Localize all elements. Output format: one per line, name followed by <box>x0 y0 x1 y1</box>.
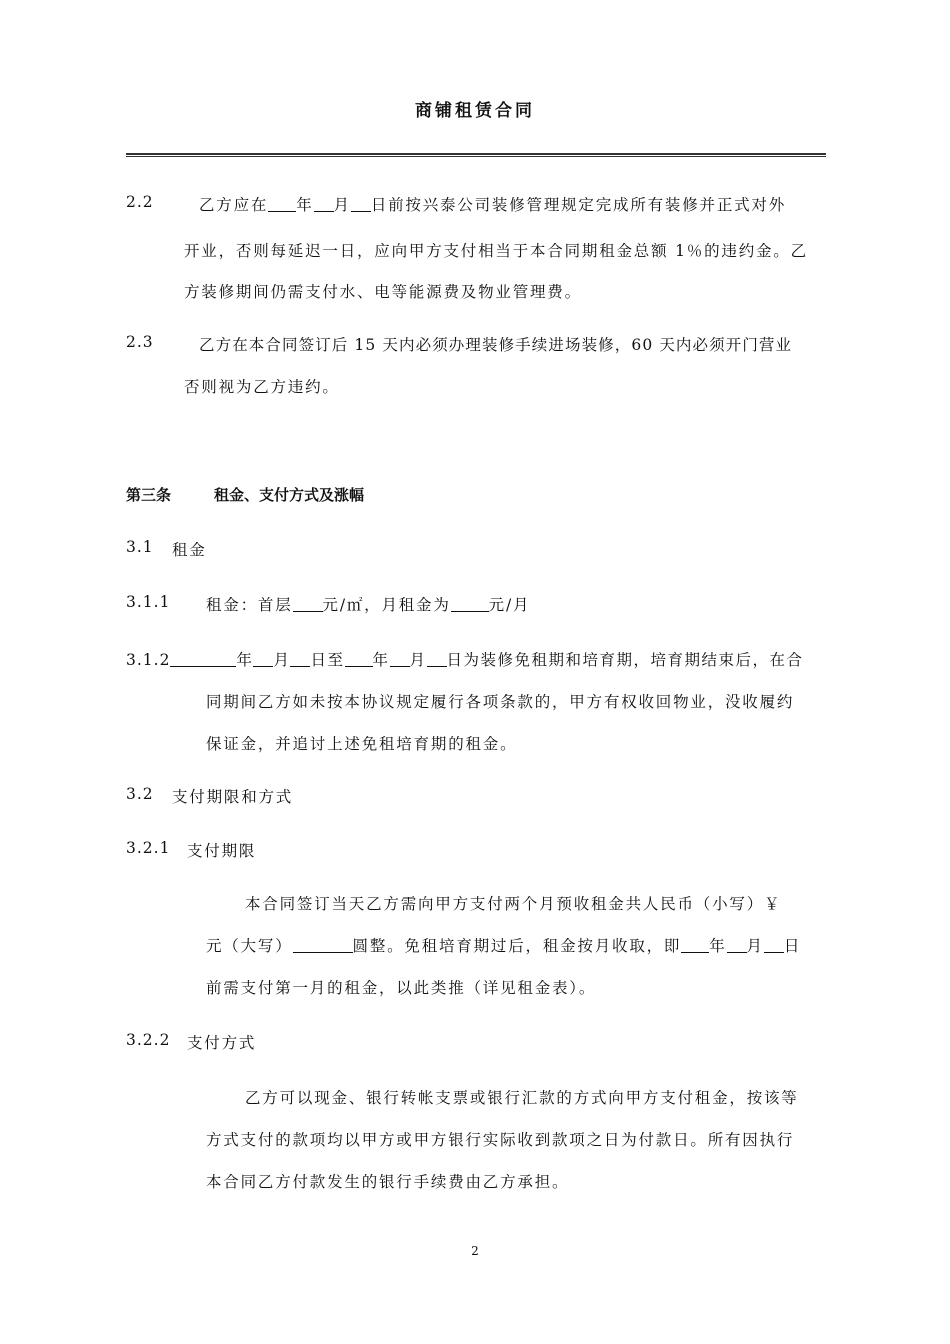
blank-amount-capital <box>293 936 353 953</box>
title-divider <box>126 153 826 157</box>
blank-end-month <box>390 650 410 667</box>
blank-end-day <box>427 650 447 667</box>
clause-3-1-2-number: 3.1.2 <box>126 651 171 669</box>
clause-2-2-line-1 <box>199 193 786 215</box>
clause-text: 乙方应在 <box>199 196 269 214</box>
article-3-number: 第三条 <box>126 486 172 504</box>
clause-3-1-2-line-3: 保证金，并追讨上述免租培育期的租金。 <box>206 735 518 753</box>
clause-3-2-1-line-3: 前需支付第一月的租金，以此类推（详见租金表）。 <box>206 979 597 997</box>
clause-text: 月 <box>409 651 427 669</box>
clause-text: 年 <box>709 937 727 955</box>
clause-3-2-2-line-1: 乙方可以现金、银行转帐支票或银行汇款的方式向甲方支付租金，按该等 <box>245 1089 799 1107</box>
clause-text: 日 <box>783 937 802 955</box>
clause-3-2-1-line-2 <box>206 934 801 956</box>
document-title: 商铺租赁合同 <box>415 101 535 121</box>
clause-3-2-2-number: 3.2.2 <box>126 1031 171 1049</box>
clause-3-2-2-line-2: 方式支付的款项均以甲方或甲方银行实际收到款项之日为付款日。所有因执行 <box>206 1131 795 1149</box>
article-3-title: 租金、支付方式及涨幅 <box>214 486 365 504</box>
clause-text: 日至 <box>310 651 345 669</box>
blank-year <box>268 195 296 212</box>
clause-text: 租金：首层 <box>206 596 293 614</box>
blank-pay-year <box>681 936 709 953</box>
clause-3-2-number: 3.2 <box>126 785 154 803</box>
clause-3-2-title: 支付期限和方式 <box>172 788 294 806</box>
blank-day <box>351 195 371 212</box>
clause-3-2-1-number: 3.2.1 <box>126 839 171 857</box>
clause-3-1-1-number: 3.1.1 <box>126 593 171 611</box>
clause-2-2-number: 2.2 <box>126 193 154 211</box>
blank-monthly-rent <box>451 595 489 612</box>
clause-text: 月 <box>333 196 351 214</box>
clause-2-3-number: 2.3 <box>126 333 154 351</box>
clause-3-1-2-line-2: 同期间乙方如未按本协议规定履行各项条款的，甲方有权收回物业，没收履约 <box>206 693 795 711</box>
clause-3-1-number: 3.1 <box>126 538 154 556</box>
blank-start-month <box>253 650 273 667</box>
clause-text: 日前按兴泰公司装修管理规定完成所有装修并正式对外 <box>370 196 787 214</box>
blank-start-year <box>170 650 236 667</box>
clause-text: 日为装修免租期和培育期，培育期结束后，在合 <box>446 651 804 669</box>
clause-text: 元（大写） <box>206 937 293 955</box>
clause-text: 年 <box>296 196 314 214</box>
clause-2-2-line-2: 开业，否则每延迟一日，应向甲方支付相当于本合同期租金总额 1％的违约金。乙 <box>184 242 808 260</box>
clause-text: 圆整。免租培育期过后，租金按月收取，即 <box>352 937 682 955</box>
clause-3-1-2-line-1 <box>126 648 804 670</box>
blank-pay-day <box>764 936 784 953</box>
clause-2-3-line-2: 否则视为乙方违约。 <box>184 378 340 396</box>
blank-unit-price <box>293 595 323 612</box>
clause-text: 年 <box>372 651 390 669</box>
blank-pay-month <box>727 936 747 953</box>
clause-text: 月 <box>746 937 764 955</box>
clause-2-3-line-1: 乙方在本合同签订后 15 天内必须办理装修手续进场装修，60 天内必须开门营业 <box>199 336 793 354</box>
clause-2-2-line-3: 方装修期间仍需支付水、电等能源费及物业管理费。 <box>184 283 582 301</box>
page-number: 2 <box>471 1244 479 1258</box>
clause-3-2-2-title: 支付方式 <box>187 1034 257 1052</box>
clause-3-2-1-line-1: 本合同签订当天乙方需向甲方支付两个月预收租金共人民币（小写）￥ <box>245 895 782 913</box>
clause-text: 元/月 <box>488 596 531 614</box>
clause-3-1-1-text <box>206 593 530 615</box>
clause-3-2-1-title: 支付期限 <box>187 842 257 860</box>
blank-month <box>314 195 334 212</box>
blank-start-day <box>290 650 310 667</box>
clause-3-2-2-line-3: 本合同乙方付款发生的银行手续费由乙方承担。 <box>206 1173 570 1191</box>
clause-text: 元/㎡，月租金为 <box>322 596 451 614</box>
clause-text: 月 <box>273 651 291 669</box>
clause-text: 年 <box>236 651 254 669</box>
blank-end-year <box>345 650 373 667</box>
clause-3-1-title: 租金 <box>172 541 207 559</box>
